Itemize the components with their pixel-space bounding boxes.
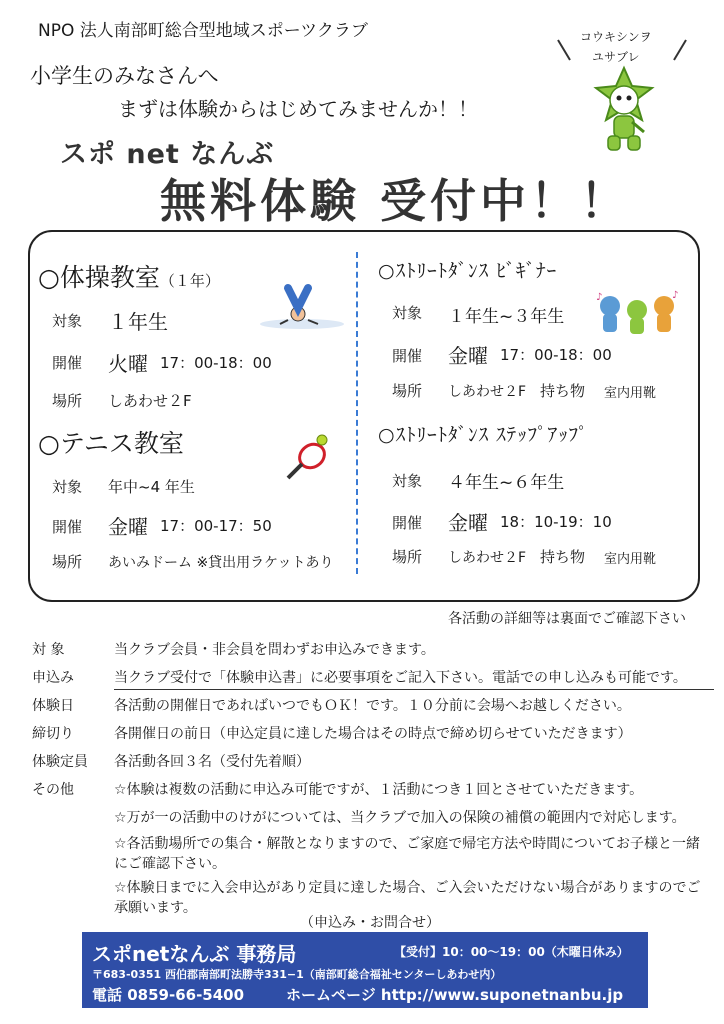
tennis-class-title: ○テニス教室: [38, 429, 184, 458]
office-address: 〒683-0351 西伯郡南部町法勝寺331−1（南部町総合福祉センターしあわせ内）: [92, 968, 502, 981]
tennis-place: あいみドーム ※貸出用ラケットあり: [108, 555, 334, 571]
gym-target-value: １年生: [108, 310, 168, 334]
info-value: 各開催日の前日（申込定員に達した場合はその時点で締め切らせていただきます）: [114, 726, 632, 742]
tennis-target-value: 年中~4 年生: [108, 478, 195, 496]
info-value: 各活動の開催日であればいつでもＯＫ！です。１０分前に会場へお越しください。: [114, 698, 631, 714]
tennis-time: 17：00-17：50: [160, 517, 272, 535]
info-value: 当クラブ会員・非会員を問わずお申込みできます。: [114, 642, 435, 658]
dance-beginner-day: 金曜: [448, 344, 488, 368]
dance-stepup-place: しあわせ２F: [448, 550, 527, 566]
info-key: 申込み: [32, 670, 74, 686]
svg-text:♪: ♪: [672, 290, 679, 301]
dance-beginner-time: 17：00-18：00: [500, 346, 612, 364]
dance-beginner-place: しあわせ２F: [448, 384, 527, 400]
dance-stepup-bring-label: 持ち物: [540, 548, 586, 566]
tennis-day: 金曜: [108, 515, 148, 539]
gym-day: 火曜: [108, 352, 148, 376]
info-value: 各活動各回３名（受付先着順）: [114, 754, 310, 770]
greeting-line-2: まずは体験からはじめてみませんか！！: [118, 97, 478, 121]
dance-beginner-target-label: 対象: [392, 304, 423, 322]
gym-place-label: 場所: [52, 392, 83, 410]
dance-beginner-target-value: １年生~３年生: [448, 307, 565, 327]
dance-beginner-bring-label: 持ち物: [540, 382, 586, 400]
dance-stepup-target-label: 対象: [392, 472, 423, 490]
tennis-place-label: 場所: [52, 553, 83, 571]
page-title: 無料体験 受付中！！: [160, 174, 631, 228]
greeting-line-1: 小学生のみなさんへ: [30, 64, 219, 88]
panel-divider: [356, 252, 358, 574]
gym-held-label: 開催: [52, 354, 83, 372]
gym-time: 17：00-18：00: [160, 354, 272, 372]
dancing-mascots-icon: [592, 290, 682, 338]
dance-beginner-place-label: 場所: [392, 382, 423, 400]
notice-bullet: ☆各活動場所での集合・解散となりますので、ご家庭で帰宅方法や時間についてお子様と一緒にご確認下さい。: [114, 836, 700, 872]
info-value: 当クラブ受付で「体験申込書」に必要事項をご記入下さい。電話での申し込みも可能です。: [114, 668, 714, 690]
info-key: 体験定員: [32, 754, 88, 770]
mascot-illustration: [548, 30, 698, 160]
mascot-name-line-1: コウキシンヲ: [580, 30, 652, 44]
contact-footer: [82, 932, 648, 1008]
tennis-held-label: 開催: [52, 518, 83, 536]
info-value: ☆体験は複数の活動に申込み可能ですが、１活動につき１回とさせていただきます。: [114, 782, 644, 798]
gym-place: しあわせ２F: [108, 392, 192, 410]
office-hours: 【受付】10：00～19：00（木曜日休み）: [394, 945, 629, 959]
dance-beginner-held-label: 開催: [392, 347, 423, 365]
notice-bullet: ☆万が一の活動中のけがについては、当クラブで加入の保険の補償の範囲内で対応します。: [114, 810, 686, 826]
homepage-link[interactable]: ホームページ http://www.suponetnanbu.jp: [286, 986, 624, 1004]
info-key: 体験日: [32, 698, 74, 714]
brand-name: スポ net なんぶ: [60, 139, 275, 170]
mascot-name-line-2: ユサブレ: [592, 50, 640, 64]
dance-stepup-held-label: 開催: [392, 514, 423, 532]
dance-stepup-place-label: 場所: [392, 548, 423, 566]
contact-caption: （申込み・お問合せ）: [300, 915, 440, 931]
svg-text:♪: ♪: [596, 292, 603, 303]
details-note: 各活動の詳細等は裏面でご確認下さい: [448, 611, 686, 627]
phone-number[interactable]: 電話 0859-66-5400: [92, 986, 245, 1004]
office-name: スポnetなんぶ 事務局: [92, 942, 297, 966]
dance-stepup-day: 金曜: [448, 511, 488, 535]
gymnast-icon: [258, 282, 346, 332]
info-key: 対 象: [32, 642, 65, 658]
info-key: その他: [32, 782, 74, 798]
dance-stepup-bring: 室内用靴: [604, 552, 657, 567]
tennis-target-label: 対象: [52, 478, 83, 496]
info-key: 締切り: [32, 726, 74, 742]
dance-beginner-bring: 室内用靴: [604, 386, 657, 401]
tennis-racket-icon: [282, 434, 332, 482]
gym-class-title: ○体操教室（１年）: [38, 263, 220, 292]
dance-stepup-title: ○ｽﾄﾘｰﾄﾀﾞﾝｽ ｽﾃｯﾌﾟｱｯﾌﾟ: [378, 424, 589, 446]
gym-target-label: 対象: [52, 312, 83, 330]
dance-stepup-target-value: ４年生~６年生: [448, 473, 565, 493]
dance-beginner-title: ○ｽﾄﾘｰﾄﾀﾞﾝｽ ﾋﾞｷﾞﾅｰ: [378, 260, 558, 282]
gym-grade-note: （１年）: [159, 272, 220, 290]
organization-name: NPO 法人南部町総合型地域スポーツクラブ: [38, 21, 368, 41]
notice-bullet: ☆体験日までに入会申込があり定員に達した場合、ご入会いただけない場合がありますのでご承願います。: [114, 880, 701, 916]
dance-stepup-time: 18：10-19：10: [500, 513, 612, 531]
